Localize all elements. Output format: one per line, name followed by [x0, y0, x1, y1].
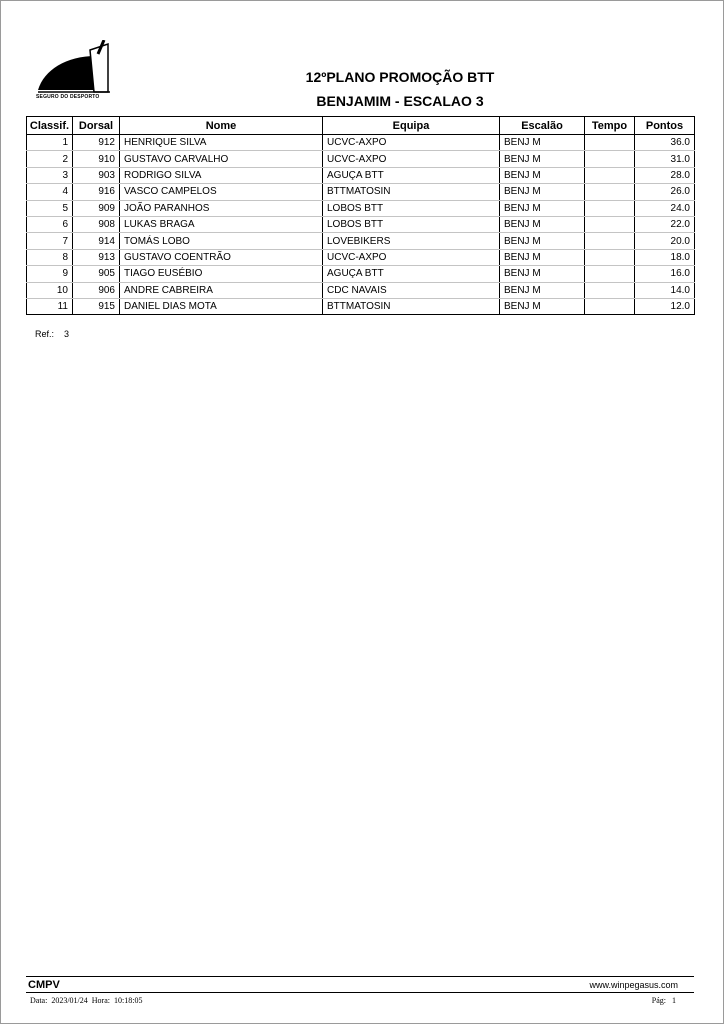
- reference-label: Ref.:: [35, 329, 55, 339]
- cell-nome: VASCO CAMPELOS: [120, 184, 323, 200]
- cell-classif: 11: [27, 298, 73, 314]
- cell-escalao: BENJ M: [500, 200, 585, 216]
- cell-equipa: LOBOS BTT: [323, 200, 500, 216]
- cell-tempo: [585, 266, 635, 282]
- cell-equipa: UCVC-AXPO: [323, 135, 500, 151]
- table-row: [27, 184, 695, 200]
- logo-caption: SEGURO DO DESPORTO: [36, 94, 100, 100]
- cell-pontos: 12.0: [635, 298, 695, 314]
- cell-nome: GUSTAVO CARVALHO: [120, 151, 323, 167]
- cell-pontos: 14.0: [635, 282, 695, 298]
- cell-equipa: UCVC-AXPO: [323, 151, 500, 167]
- cell-classif: 1: [27, 135, 73, 151]
- cell-equipa: AGUÇA BTT: [323, 266, 500, 282]
- cell-dorsal: 913: [73, 249, 120, 265]
- report-subtitle: BENJAMIM - ESCALAO 3: [316, 93, 484, 109]
- cell-classif: 7: [27, 233, 73, 249]
- cell-tempo: [585, 167, 635, 183]
- footer-divider-top: [26, 976, 694, 977]
- cell-nome: RODRIGO SILVA: [120, 167, 323, 183]
- cell-pontos: 28.0: [635, 167, 695, 183]
- cell-nome: ANDRE CABREIRA: [120, 282, 323, 298]
- footer-date: 2023/01/24: [51, 996, 88, 1005]
- cell-tempo: [585, 233, 635, 249]
- cell-tempo: [585, 135, 635, 151]
- cell-equipa: BTTMATOSIN: [323, 298, 500, 314]
- cell-classif: 9: [27, 266, 73, 282]
- cell-escalao: BENJ M: [500, 266, 585, 282]
- footer-website: www.winpegasus.com: [589, 980, 678, 990]
- cell-equipa: AGUÇA BTT: [323, 167, 500, 183]
- cell-equipa: LOBOS BTT: [323, 216, 500, 232]
- cell-dorsal: 915: [73, 298, 120, 314]
- footer-page-number: [652, 996, 676, 1005]
- cell-classif: 6: [27, 216, 73, 232]
- report-title: 12ºPLANO PROMOÇÃO BTT: [305, 69, 495, 85]
- cell-escalao: BENJ M: [500, 151, 585, 167]
- cell-classif: 8: [27, 249, 73, 265]
- column-header-dorsal: Dorsal: [73, 117, 120, 135]
- cell-dorsal: 903: [73, 167, 120, 183]
- cell-nome: TOMÁS LOBO: [120, 233, 323, 249]
- table-row: [27, 282, 695, 298]
- cell-dorsal: 914: [73, 233, 120, 249]
- cell-classif: 3: [27, 167, 73, 183]
- cell-nome: GUSTAVO COENTRÃO: [120, 249, 323, 265]
- cell-tempo: [585, 200, 635, 216]
- cell-escalao: BENJ M: [500, 233, 585, 249]
- cell-dorsal: 909: [73, 200, 120, 216]
- cell-dorsal: 912: [73, 135, 120, 151]
- footer-divider-bottom: [26, 992, 694, 993]
- cell-escalao: BENJ M: [500, 135, 585, 151]
- cell-nome: JOÃO PARANHOS: [120, 200, 323, 216]
- table-row: [27, 298, 695, 314]
- cell-pontos: 31.0: [635, 151, 695, 167]
- table-header-row: [27, 117, 695, 135]
- cell-pontos: 24.0: [635, 200, 695, 216]
- footer-organization: CMPV: [28, 979, 60, 991]
- cell-nome: TIAGO EUSÉBIO: [120, 266, 323, 282]
- cell-classif: 5: [27, 200, 73, 216]
- table-row: [27, 135, 695, 151]
- cell-nome: HENRIQUE SILVA: [120, 135, 323, 151]
- cell-equipa: CDC NAVAIS: [323, 282, 500, 298]
- cell-escalao: BENJ M: [500, 184, 585, 200]
- cell-tempo: [585, 282, 635, 298]
- column-header-escalao: Escalão: [500, 117, 585, 135]
- column-header-classif: Classif.: [27, 117, 73, 135]
- cell-escalao: BENJ M: [500, 298, 585, 314]
- table-row: [27, 266, 695, 282]
- results-body: [27, 135, 695, 315]
- results-table: [26, 116, 695, 315]
- cell-pontos: 26.0: [635, 184, 695, 200]
- cell-tempo: [585, 151, 635, 167]
- table-row: [27, 151, 695, 167]
- cell-tempo: [585, 298, 635, 314]
- cell-escalao: BENJ M: [500, 216, 585, 232]
- column-header-tempo: Tempo: [585, 117, 635, 135]
- column-header-pontos: Pontos: [635, 117, 695, 135]
- cell-dorsal: 905: [73, 266, 120, 282]
- cell-nome: DANIEL DIAS MOTA: [120, 298, 323, 314]
- table-row: [27, 233, 695, 249]
- cell-escalao: BENJ M: [500, 282, 585, 298]
- cell-pontos: 20.0: [635, 233, 695, 249]
- reference: [35, 329, 69, 339]
- cell-classif: 4: [27, 184, 73, 200]
- cell-equipa: LOVEBIKERS: [323, 233, 500, 249]
- table-row: [27, 249, 695, 265]
- cell-nome: LUKAS BRAGA: [120, 216, 323, 232]
- column-header-equipa: Equipa: [323, 117, 500, 135]
- cell-pontos: 18.0: [635, 249, 695, 265]
- cell-equipa: UCVC-AXPO: [323, 249, 500, 265]
- table-row: [27, 200, 695, 216]
- cell-dorsal: 916: [73, 184, 120, 200]
- footer-time: 10:18:05: [114, 996, 143, 1005]
- cell-classif: 2: [27, 151, 73, 167]
- cell-escalao: BENJ M: [500, 249, 585, 265]
- cell-tempo: [585, 249, 635, 265]
- footer-page-value: 1: [672, 996, 676, 1005]
- table-row: [27, 167, 695, 183]
- cell-dorsal: 908: [73, 216, 120, 232]
- footer-timestamp: [30, 996, 146, 1005]
- footer-date-label: Data:: [30, 996, 48, 1005]
- cell-dorsal: 910: [73, 151, 120, 167]
- cell-tempo: [585, 216, 635, 232]
- cell-dorsal: 906: [73, 282, 120, 298]
- cell-equipa: BTTMATOSIN: [323, 184, 500, 200]
- sponsor-logo: [36, 40, 116, 102]
- footer-time-label: Hora:: [91, 996, 110, 1005]
- cell-escalao: BENJ M: [500, 167, 585, 183]
- cell-classif: 10: [27, 282, 73, 298]
- cell-tempo: [585, 184, 635, 200]
- cell-pontos: 22.0: [635, 216, 695, 232]
- column-header-nome: Nome: [120, 117, 323, 135]
- table-row: [27, 216, 695, 232]
- cell-pontos: 16.0: [635, 266, 695, 282]
- reference-value: 3: [64, 329, 70, 339]
- footer-page-label: Pág:: [651, 996, 666, 1005]
- cell-pontos: 36.0: [635, 135, 695, 151]
